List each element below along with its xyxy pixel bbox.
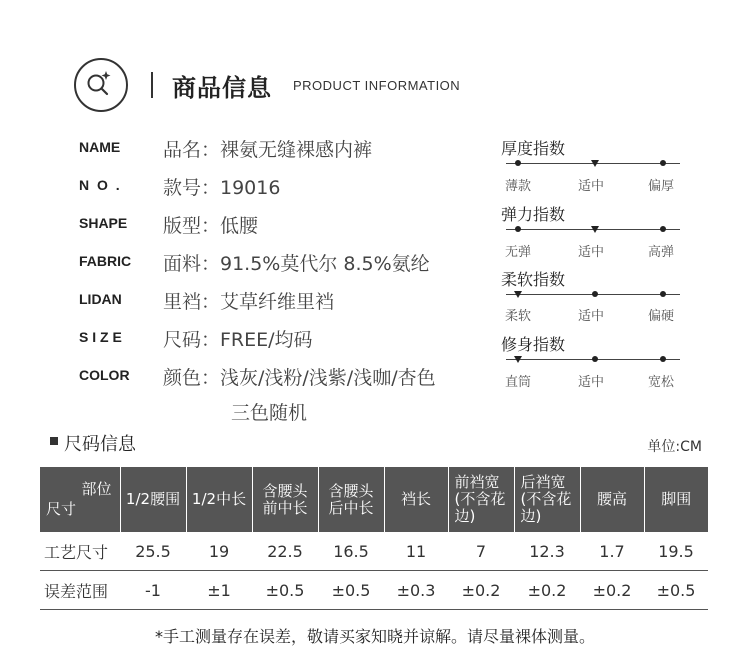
table-header bbox=[318, 467, 384, 532]
table-cell: -1 bbox=[120, 571, 186, 610]
measurement-note: *手工测量存在误差，敬请买家知晓并谅解。请尽量裸体测量。 bbox=[154, 627, 595, 646]
table-cell: 11 bbox=[384, 532, 448, 571]
header-line: (不含花 bbox=[454, 490, 506, 508]
info-label-no: N O . bbox=[79, 177, 122, 193]
row-label: 误差范围 bbox=[40, 571, 120, 610]
size-info-title: 尺码信息 bbox=[64, 434, 136, 455]
header-line: 1/2腰围 bbox=[125, 490, 181, 508]
index-title-elasticity: 弹力指数 bbox=[501, 205, 566, 224]
info-value-fabric: 面料：91.5%莫代尔 8.5%氨纶 bbox=[163, 253, 430, 275]
header-line: (不含花 bbox=[520, 490, 572, 508]
scale-dot bbox=[592, 356, 598, 362]
section-subtitle: PRODUCT INFORMATION bbox=[293, 78, 461, 93]
index-label: 高弹 bbox=[648, 245, 675, 260]
table-header-corner bbox=[40, 467, 120, 532]
scale-dot bbox=[660, 356, 666, 362]
table-cell: 25.5 bbox=[120, 532, 186, 571]
row-label: 工艺尺寸 bbox=[40, 532, 120, 571]
header-line: 脚围 bbox=[661, 490, 692, 508]
header-line: 前中长 bbox=[262, 498, 308, 517]
table-cell: 1.7 bbox=[580, 532, 644, 571]
index-label: 适中 bbox=[578, 179, 605, 194]
header-line: 腰高 bbox=[596, 490, 627, 508]
header-line: 含腰头 bbox=[328, 481, 374, 500]
table-cell: ±0.5 bbox=[252, 571, 318, 610]
table-cell: 19 bbox=[186, 532, 252, 571]
table-header bbox=[514, 467, 580, 532]
table-cell: ±0.5 bbox=[318, 571, 384, 610]
header-divider bbox=[151, 72, 153, 98]
selected-marker-icon bbox=[591, 160, 599, 167]
table-cell: ±1 bbox=[186, 571, 252, 610]
scale-dot bbox=[515, 160, 521, 166]
search-sparkle-icon bbox=[74, 58, 128, 112]
corner-label-size: 尺寸 bbox=[46, 500, 77, 518]
header-line: 裆长 bbox=[400, 490, 431, 508]
header-line: 1/2中长 bbox=[191, 490, 247, 508]
header-line: 边) bbox=[520, 507, 542, 525]
table-cell: ±0.3 bbox=[384, 571, 448, 610]
table-header bbox=[448, 467, 514, 532]
scale-dot bbox=[592, 291, 598, 297]
table-header bbox=[384, 467, 448, 532]
header-line: 含腰头 bbox=[262, 481, 308, 500]
index-label: 无弹 bbox=[505, 245, 532, 260]
table-cell: ±0.2 bbox=[448, 571, 514, 610]
index-label: 柔软 bbox=[505, 309, 532, 324]
index-label: 偏硬 bbox=[648, 309, 675, 324]
section-title: 商品信息 bbox=[172, 74, 272, 102]
info-label-fabric: FABRIC bbox=[79, 253, 132, 269]
table-cell: 22.5 bbox=[252, 532, 318, 571]
header-line: 前裆宽 bbox=[454, 473, 500, 491]
header-line: 边) bbox=[454, 507, 476, 525]
table-cell: 7 bbox=[448, 532, 514, 571]
info-value-name: 品名：裸氨无缝裸感内裤 bbox=[163, 139, 373, 161]
index-label: 适中 bbox=[578, 309, 605, 324]
selected-marker-icon bbox=[514, 291, 522, 298]
table-cell: 12.3 bbox=[514, 532, 580, 571]
info-label-size: S I Z E bbox=[79, 329, 122, 345]
selected-marker-icon bbox=[591, 226, 599, 233]
size-table bbox=[40, 467, 708, 610]
scale-dot bbox=[515, 226, 521, 232]
table-cell: ±0.2 bbox=[514, 571, 580, 610]
header-line: 后裆宽 bbox=[520, 473, 566, 491]
corner-label-part: 部位 bbox=[81, 480, 112, 498]
index-title-thickness: 厚度指数 bbox=[501, 139, 566, 158]
scale-dot bbox=[660, 226, 666, 232]
table-header bbox=[252, 467, 318, 532]
index-title-softness: 柔软指数 bbox=[501, 270, 566, 289]
info-value-no: 款号：19016 bbox=[163, 177, 281, 199]
index-label: 适中 bbox=[578, 245, 605, 260]
table-row bbox=[40, 571, 708, 610]
scale-dot bbox=[660, 160, 666, 166]
table-cell: ±0.5 bbox=[644, 571, 708, 610]
table-cell: ±0.2 bbox=[580, 571, 644, 610]
info-value-shape: 版型：低腰 bbox=[163, 215, 259, 237]
table-header bbox=[644, 467, 708, 532]
table-row bbox=[40, 532, 708, 571]
table-header-row bbox=[40, 467, 708, 532]
table-cell: 19.5 bbox=[644, 532, 708, 571]
info-value-color-note: 三色随机 bbox=[231, 402, 308, 424]
bullet-square-icon bbox=[50, 437, 58, 445]
scale-dot bbox=[660, 291, 666, 297]
selected-marker-icon bbox=[514, 356, 522, 363]
table-header bbox=[186, 467, 252, 532]
info-label-name: NAME bbox=[79, 139, 121, 155]
info-value-size: 尺码：FREE/均码 bbox=[163, 329, 313, 351]
table-cell: 16.5 bbox=[318, 532, 384, 571]
info-label-color: COLOR bbox=[79, 367, 130, 383]
info-label-lidan: LIDAN bbox=[79, 291, 122, 307]
index-label: 薄款 bbox=[505, 179, 532, 194]
info-value-color: 颜色：浅灰/浅粉/浅紫/浅咖/杏色 bbox=[163, 367, 436, 389]
info-label-shape: SHAPE bbox=[79, 215, 128, 231]
index-label: 偏厚 bbox=[648, 179, 675, 194]
index-label: 直筒 bbox=[505, 375, 532, 390]
unit-label: 单位:CM bbox=[647, 439, 702, 455]
header-line: 后中长 bbox=[328, 498, 374, 517]
table-header bbox=[120, 467, 186, 532]
index-label: 宽松 bbox=[648, 375, 675, 390]
index-title-fit: 修身指数 bbox=[501, 335, 566, 354]
index-label: 适中 bbox=[578, 375, 605, 390]
info-value-lidan: 里裆：艾草纤维里裆 bbox=[163, 291, 335, 313]
table-header bbox=[580, 467, 644, 532]
